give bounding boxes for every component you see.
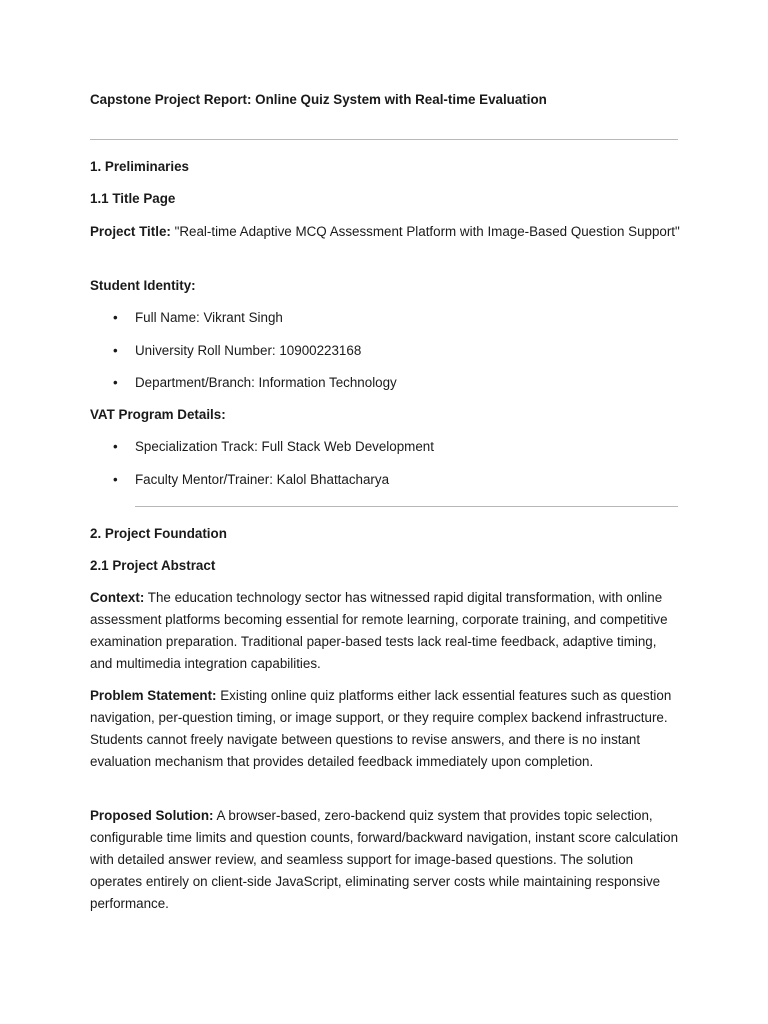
student-identity-list [90, 307, 680, 405]
section-divider [90, 139, 678, 140]
section-heading-preliminaries: 1. Preliminaries [90, 159, 189, 174]
project-title-value: "Real-time Adaptive MCQ Assessment Platform with Image-Based Question Support" [174, 224, 680, 239]
student-identity-label: Student Identity: [90, 278, 196, 293]
bullet-icon: • [113, 342, 118, 358]
project-title-paragraph [90, 221, 680, 243]
bullet-icon: • [113, 439, 118, 454]
problem-statement-text: Existing online quiz platforms either lack essential features such as question navigation, per-question timing, or image support, or they require complex backend infrastructure. Students cannot freely navigate between questions to revise answers, and there is no instant evaluation mechanism that provides detailed feedback immediately upon completion. [90, 688, 672, 769]
project-title-label: Project Title: [90, 224, 171, 239]
section-divider [135, 506, 678, 507]
problem-statement-label: Problem Statement: [90, 688, 217, 703]
section-heading-project-foundation: 2. Project Foundation [90, 526, 227, 541]
proposed-solution-paragraph [90, 805, 680, 915]
list-item-text: Department/Branch: Information Technology [135, 375, 397, 390]
proposed-solution-text: A browser-based, zero-backend quiz system that provides topic selection, configurable time limits and question counts, forward/backward navigation, instant score calculation with detailed answer review, and seamless support for image-based questions. The solution operates entirely on client-side JavaScript, eliminating server costs while maintaining responsive performance. [90, 808, 679, 911]
list-item [90, 307, 680, 340]
document-title: Capstone Project Report: Online Quiz System with Real-time Evaluation [90, 92, 547, 107]
list-item-text: Specialization Track: Full Stack Web Development [135, 439, 434, 454]
subsection-heading-title-page: 1.1 Title Page [90, 191, 176, 206]
context-text: The education technology sector has witnessed rapid digital transformation, with online assessment platforms becoming essential for remote learning, corporate training, and competitive examination preparation. Traditional paper-based tests lack real-time feedback, adaptive timing, and multimedia integration capabilities. [90, 590, 668, 671]
vat-program-list [90, 436, 680, 501]
list-item [90, 372, 680, 405]
list-item [90, 436, 680, 469]
bullet-icon: • [113, 310, 118, 325]
proposed-solution-label: Proposed Solution: [90, 808, 214, 823]
subsection-heading-project-abstract: 2.1 Project Abstract [90, 558, 216, 573]
context-label: Context: [90, 590, 145, 605]
list-item-text: Full Name: Vikrant Singh [135, 310, 283, 325]
bullet-icon: • [113, 375, 118, 390]
vat-program-label: VAT Program Details: [90, 407, 226, 422]
bullet-icon: • [113, 471, 118, 487]
list-item [90, 469, 680, 502]
problem-statement-paragraph [90, 685, 680, 773]
context-paragraph [90, 587, 680, 675]
list-item-text: University Roll Number: 10900223168 [135, 342, 362, 358]
list-item [90, 340, 680, 373]
list-item-text: Faculty Mentor/Trainer: Kalol Bhattacharya [135, 471, 390, 487]
